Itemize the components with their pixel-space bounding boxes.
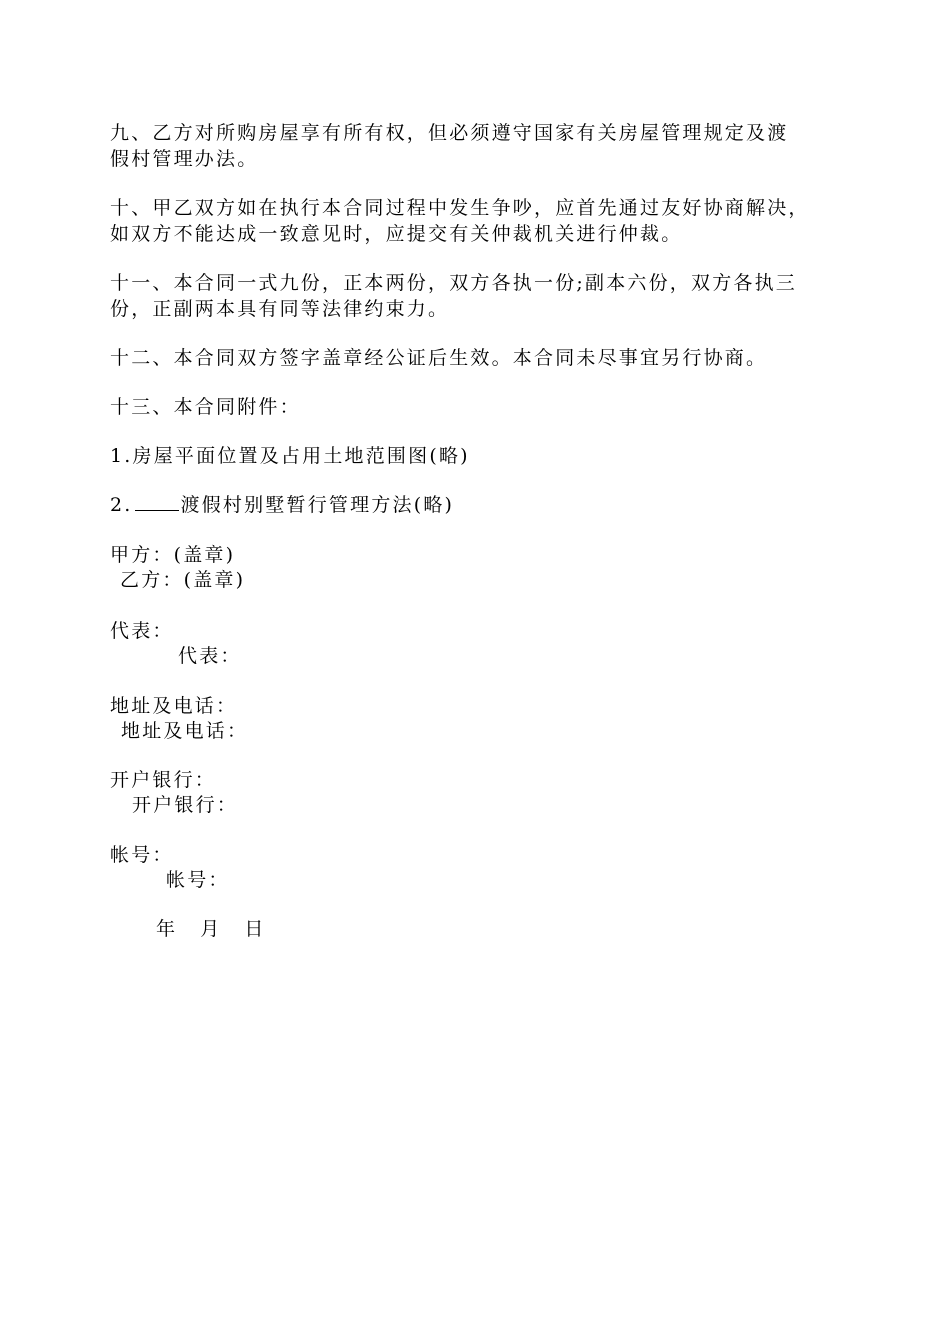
clause-12: 十二、本合同双方签字盖章经公证后生效。本合同未尽事宜另行协商。 [110,347,768,369]
attachment-2-blank [135,492,179,511]
party-a-bank: 开户银行： [110,769,217,791]
party-b-address-phone: 地址及电话： [121,720,249,742]
party-a-representative: 代表： [110,620,174,642]
party-b-account: 帐号： [166,869,230,891]
date-year: 年 [156,918,178,940]
attachment-1: 1.房屋平面位置及占用土地范围图(略) [110,445,470,467]
clause-9-line-1: 九、乙方对所购房屋享有所有权，但必须遵守国家有关房屋管理规定及渡 [110,122,789,144]
date-month: 月 [200,918,222,940]
party-a-account: 帐号： [110,844,174,866]
clause-10-line-2: 如双方不能达成一致意见时，应提交有关仲裁机关进行仲裁。 [110,223,683,245]
attachment-2-text: 渡假村别墅暂行管理方法(略) [180,494,455,516]
attachment-2 [110,492,454,518]
clause-11-line-1: 十一、本合同一式九份，正本两份，双方各执一份;副本六份，双方各执三 [110,272,798,294]
clause-13: 十三、本合同附件： [110,396,301,418]
attachment-2-number: 2. [110,494,133,516]
party-a-address-phone: 地址及电话： [110,695,238,717]
date-day: 日 [244,918,266,940]
party-b-representative: 代表： [178,645,242,667]
clause-11-line-2: 份，正副两本具有同等法律约束力。 [110,298,450,320]
party-a-seal: 甲方：(盖章) [110,544,236,566]
clause-10-line-1: 十、甲乙双方如在执行本合同过程中发生争吵，应首先通过友好协商解决， [110,197,810,219]
party-b-bank: 开户银行： [132,794,239,816]
party-b-seal: 乙方：(盖章) [120,569,246,591]
signing-date [156,916,266,942]
clause-9-line-2: 假村管理办法。 [110,148,259,170]
